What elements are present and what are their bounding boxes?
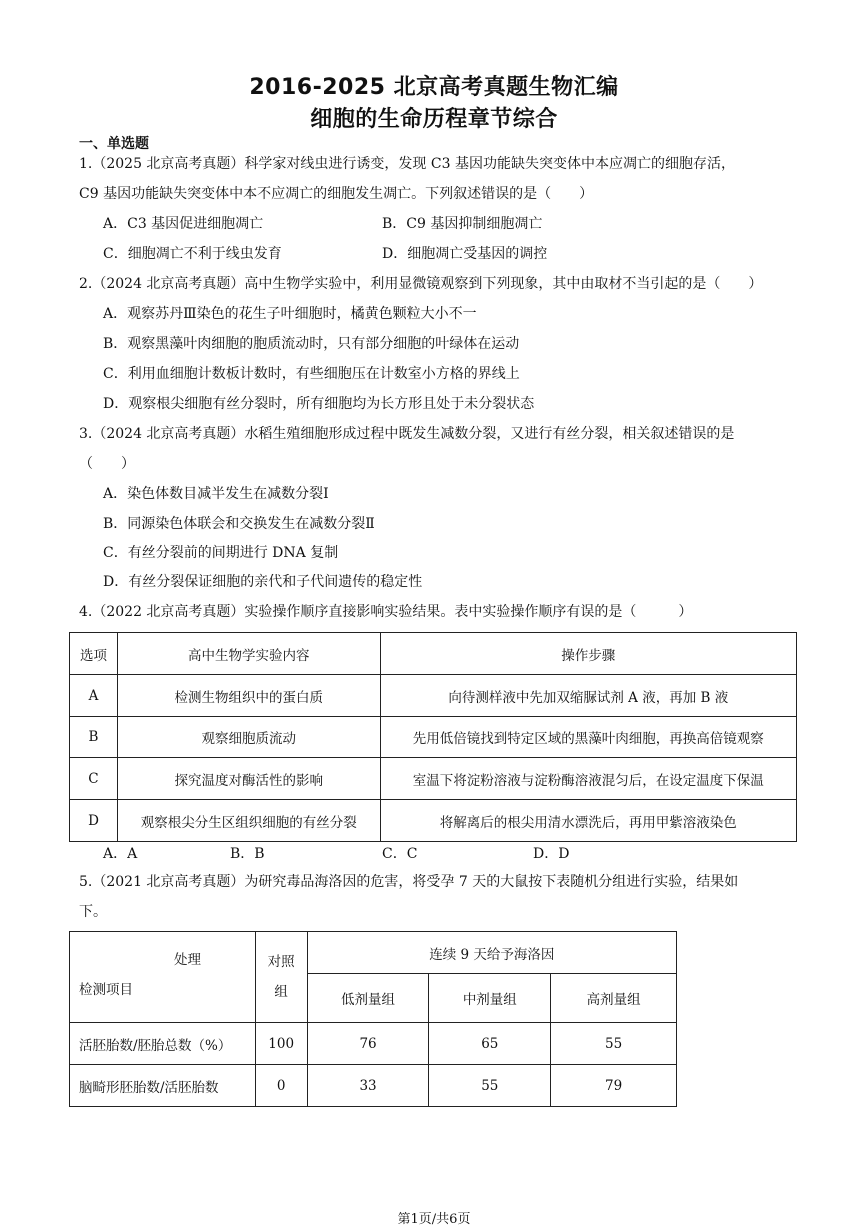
section-heading: 一、单选题: [79, 136, 149, 152]
q1-stem-line2: C9 基因功能缺失突变体中本不应凋亡的细胞发生凋亡。下列叙述错误的是（ ）: [79, 186, 594, 202]
q1-option-d: D．细胞凋亡受基因的调控: [382, 246, 548, 262]
table-cell: 活胚胎数/胚胎总数（%）: [70, 1023, 256, 1065]
table-row: [70, 758, 797, 800]
table-cell: 检测生物组织中的蛋白质: [117, 675, 380, 717]
table-cell: C: [70, 758, 118, 800]
q1-option-c: C．细胞凋亡不利于线虫发育: [103, 246, 282, 262]
q5-corner-top: 处理: [174, 952, 201, 968]
table-cell: 55: [551, 1023, 677, 1065]
q1-option-a: A．C3 基因促进细胞凋亡: [103, 216, 264, 232]
table-cell: 向待测样液中先加双缩脲试剂 A 液，再加 B 液: [380, 675, 796, 717]
table-cell: 室温下将淀粉溶液与淀粉酶溶液混匀后，在设定温度下保温: [380, 758, 796, 800]
table-row: [70, 1023, 677, 1065]
table-cell: D: [70, 800, 118, 842]
q5-corner-bottom: 检测项目: [79, 982, 133, 998]
q4-stem: 4.（2022 北京高考真题）实验操作顺序直接影响实验结果。表中实验操作顺序有误的是（ ）: [79, 604, 693, 620]
q5-control-line1: 对照: [267, 954, 295, 970]
q4-option-a: A．A: [103, 846, 138, 862]
q4-table: [69, 632, 797, 842]
page-footer: 第1页/共6页: [397, 1212, 471, 1227]
table-row: [70, 1065, 677, 1107]
q3-stem-line1: 3.（2024 北京高考真题）水稻生殖细胞形成过程中既发生减数分裂，又进行有丝分裂，相关叙述错误的是: [79, 426, 735, 442]
q2-option-c: C．利用血细胞计数板计数时，有些细胞压在计数室小方格的界线上: [103, 366, 520, 382]
table-cell: 100: [255, 1023, 307, 1065]
document-title: 2016-2025 北京高考真题生物汇编: [249, 75, 619, 100]
q5-control-line2: 组: [274, 984, 288, 1000]
q5-subheader-high: 高剂量组: [551, 974, 677, 1023]
q5-stem-line1: 5.（2021 北京高考真题）为研究毒品海洛因的危害，将受孕 7 天的大鼠按下表随机分组进行实验，结果如: [79, 874, 739, 890]
table-cell: 33: [307, 1065, 429, 1107]
q1-stem-line1: 1.（2025 北京高考真题）科学家对线虫进行诱变，发现 C3 基因功能缺失突变体中本应凋亡的细胞存活，: [79, 156, 735, 172]
q3-option-b: B．同源染色体联会和交换发生在减数分裂Ⅱ: [103, 516, 375, 532]
q1-option-b: B．C9 基因抑制细胞凋亡: [382, 216, 543, 232]
q5-control-header: [255, 932, 307, 1023]
q5-subheader-low: 低剂量组: [307, 974, 429, 1023]
q4-header-content: 高中生物学实验内容: [117, 633, 380, 675]
table-cell: 观察细胞质流动: [117, 717, 380, 758]
q3-option-d: D．有丝分裂保证细胞的亲代和子代间遗传的稳定性: [103, 574, 423, 590]
table-cell: A: [70, 675, 118, 717]
q2-option-b: B．观察黑藻叶肉细胞的胞质流动时，只有部分细胞的叶绿体在运动: [103, 336, 520, 352]
q5-stem-line2: 下。: [79, 904, 107, 920]
document-subtitle: 细胞的生命历程章节综合: [310, 107, 558, 132]
table-cell: 79: [551, 1065, 677, 1107]
table-cell: 76: [307, 1023, 429, 1065]
q2-option-a: A．观察苏丹Ⅲ染色的花生子叶细胞时，橘黄色颗粒大小不一: [103, 306, 477, 322]
table-cell: 将解离后的根尖用清水漂洗后，再用甲紫溶液染色: [380, 800, 796, 842]
q4-header-steps: 操作步骤: [380, 633, 796, 675]
table-cell: 55: [429, 1065, 551, 1107]
table-row: [70, 800, 797, 842]
q5-header-row: [70, 932, 677, 974]
table-cell: 观察根尖分生区组织细胞的有丝分裂: [117, 800, 380, 842]
table-cell: 先用低倍镜找到特定区域的黑藻叶肉细胞，再换高倍镜观察: [380, 717, 796, 758]
table-cell: 65: [429, 1023, 551, 1065]
q5-table: [69, 931, 677, 1107]
q3-option-a: A．染色体数目减半发生在减数分裂Ⅰ: [103, 486, 329, 502]
q3-stem-line2: （ ）: [79, 456, 135, 472]
table-cell: 0: [255, 1065, 307, 1107]
q4-option-c: C．C: [382, 846, 418, 862]
table-cell: 脑畸形胚胎数/活胚胎数: [70, 1065, 256, 1107]
q4-option-b: B．B: [230, 846, 265, 862]
q4-table-header-row: [70, 633, 797, 675]
table-row: [70, 717, 797, 758]
q4-header-option: 选项: [70, 633, 118, 675]
q2-stem: 2.（2024 北京高考真题）高中生物学实验中，利用显微镜观察到下列现象，其中由取材不当引起的是（ ）: [79, 276, 763, 292]
q4-option-d: D．D: [533, 846, 570, 862]
q3-option-c: C．有丝分裂前的间期进行 DNA 复制: [103, 545, 339, 561]
table-cell: 探究温度对酶活性的影响: [117, 758, 380, 800]
q5-group-header: 连续 9 天给予海洛因: [307, 932, 676, 974]
table-cell: B: [70, 717, 118, 758]
q5-subheader-mid: 中剂量组: [429, 974, 551, 1023]
q2-option-d: D．观察根尖细胞有丝分裂时，所有细胞均为长方形且处于未分裂状态: [103, 396, 535, 412]
table-row: [70, 675, 797, 717]
q5-corner-cell: [70, 932, 256, 1023]
